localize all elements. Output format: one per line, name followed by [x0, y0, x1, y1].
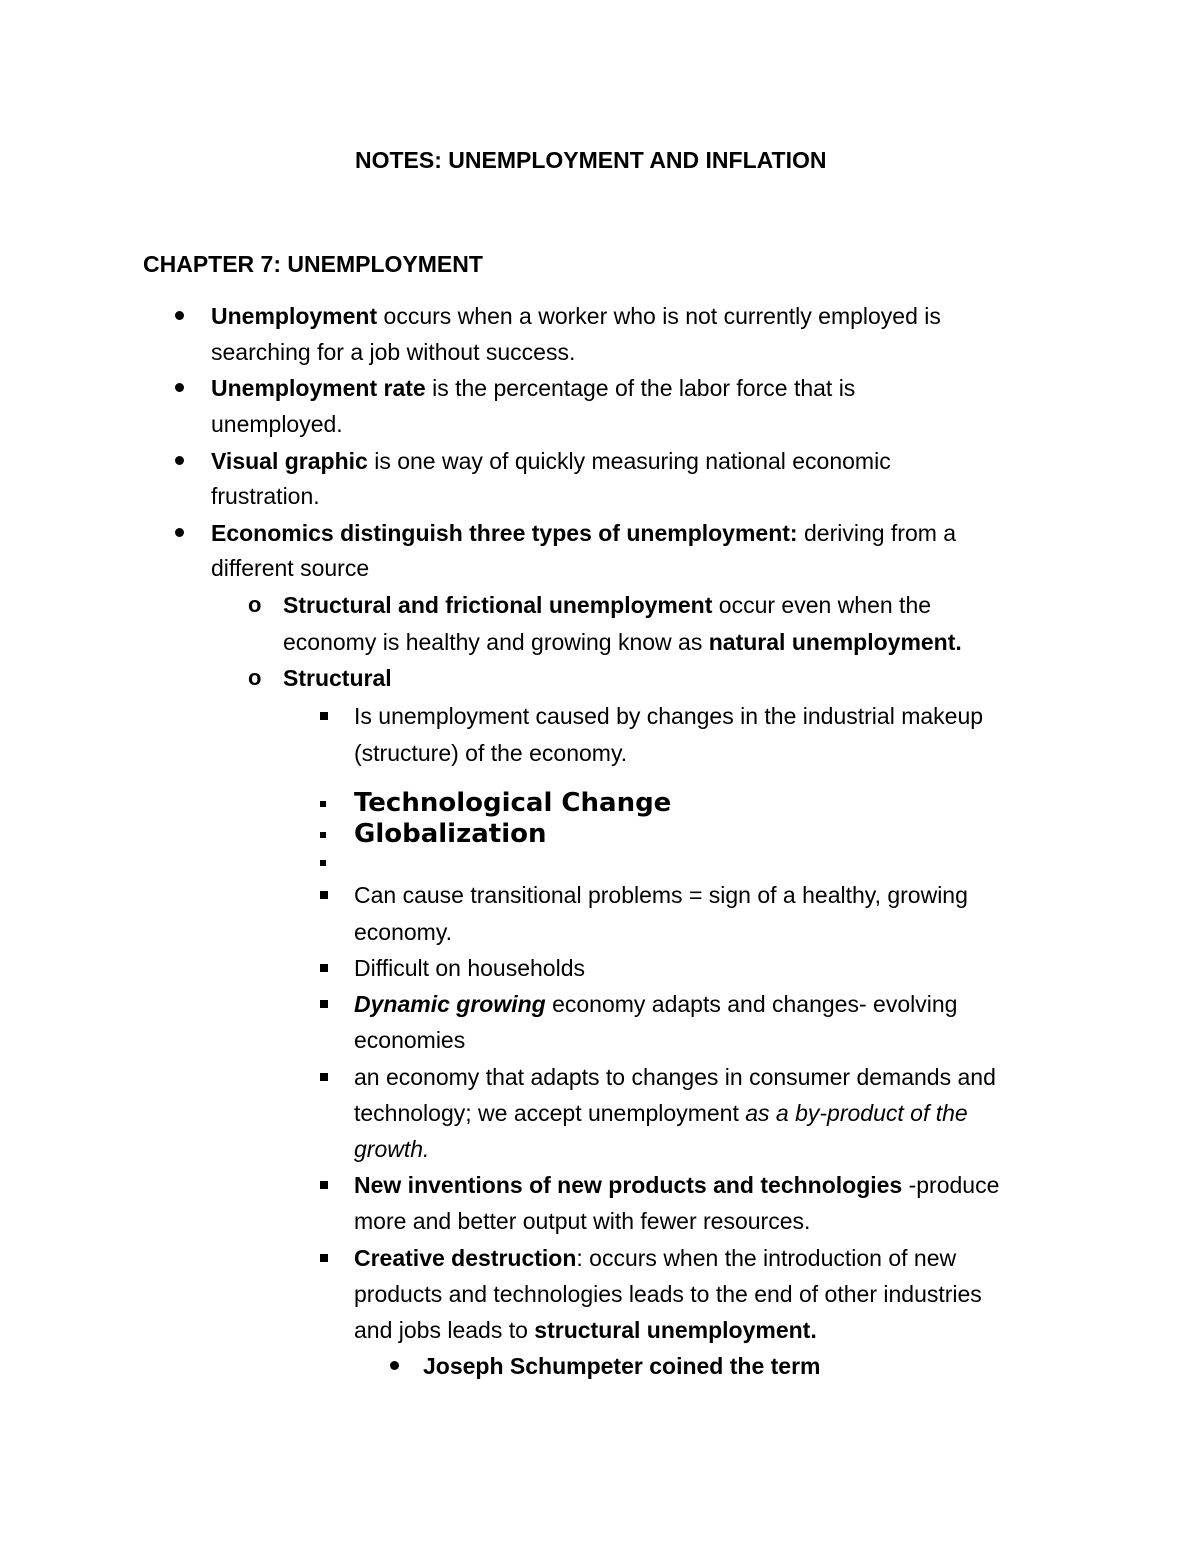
bullet-square [320, 891, 328, 899]
bullet-square [320, 860, 326, 866]
sq-difficult-households: Difficult on households [354, 955, 585, 981]
sq-technological-change: Technological Change [354, 788, 672, 818]
sub-structural: Structural [283, 665, 392, 691]
sq-new-inventions-line1: New inventions of new products and technologies -produce [354, 1172, 1000, 1198]
bullet-square [320, 1000, 328, 1008]
chapter-heading: CHAPTER 7: UNEMPLOYMENT [143, 251, 483, 277]
bullet-unemployment-line2: searching for a job without success. [211, 339, 576, 365]
bullet-disc [390, 1361, 399, 1370]
sq-transitional-line1: Can cause transitional problems = sign of a healthy, growing [354, 882, 968, 908]
bullet-circle: o [248, 592, 262, 617]
bullet-unemployment-rate-line2: unemployed. [211, 411, 343, 437]
sq-new-inventions-line2: more and better output with fewer resources. [354, 1208, 811, 1234]
sub-structural-frictional-line2: economy is healthy and growing know as natural unemployment. [283, 629, 962, 655]
bullet-three-types-line1: Economics distinguish three types of unemployment: deriving from a [211, 520, 957, 546]
sub-structural-frictional-line1: Structural and frictional unemployment occur even when the [283, 592, 932, 618]
sq-industrial-makeup-line2: (structure) of the economy. [354, 740, 628, 766]
bullet-schumpeter: Joseph Schumpeter coined the term [423, 1353, 821, 1379]
bullet-visual-graphic-line2: frustration. [211, 483, 320, 509]
bullet-circle: o [248, 665, 262, 690]
bullet-square [320, 964, 328, 972]
bullet-square [320, 1254, 328, 1262]
bullet-unemployment-rate-line1: Unemployment rate is the percentage of the labor force that is [211, 375, 856, 401]
bullet-three-types-line2: different source [211, 555, 370, 581]
sq-adapts-line1: an economy that adapts to changes in consumer demands and [354, 1064, 996, 1090]
sq-globalization: Globalization [354, 819, 547, 849]
bullet-square [320, 801, 326, 807]
bullet-disc [175, 456, 184, 465]
bullet-square [320, 1073, 328, 1081]
bullet-disc [175, 528, 184, 537]
bullet-disc [175, 383, 184, 392]
sq-creative-destruction-line3: and jobs leads to structural unemployment. [354, 1317, 817, 1343]
sq-creative-destruction-line1: Creative destruction: occurs when the introduction of new [354, 1245, 957, 1271]
sq-transitional-line2: economy. [354, 919, 453, 945]
sq-dynamic-growing-line1: Dynamic growing economy adapts and changes- evolving [354, 991, 958, 1017]
bullet-square [320, 712, 328, 720]
bullet-visual-graphic-line1: Visual graphic is one way of quickly measuring national economic [211, 448, 891, 474]
sq-creative-destruction-line2: products and technologies leads to the end of other industries [354, 1281, 982, 1307]
sq-industrial-makeup-line1: Is unemployment caused by changes in the industrial makeup [354, 703, 984, 729]
sq-dynamic-growing-line2: economies [354, 1027, 466, 1053]
sq-adapts-line3: growth. [354, 1136, 430, 1162]
sq-adapts-line2: technology; we accept unemployment as a by-product of the [354, 1100, 968, 1126]
bullet-square [320, 832, 326, 838]
document-title: NOTES: UNEMPLOYMENT AND INFLATION [355, 147, 827, 173]
bullet-disc [175, 311, 184, 320]
bullet-unemployment-line1: Unemployment occurs when a worker who is not currently employed is [211, 303, 941, 329]
bullet-square [320, 1181, 328, 1189]
